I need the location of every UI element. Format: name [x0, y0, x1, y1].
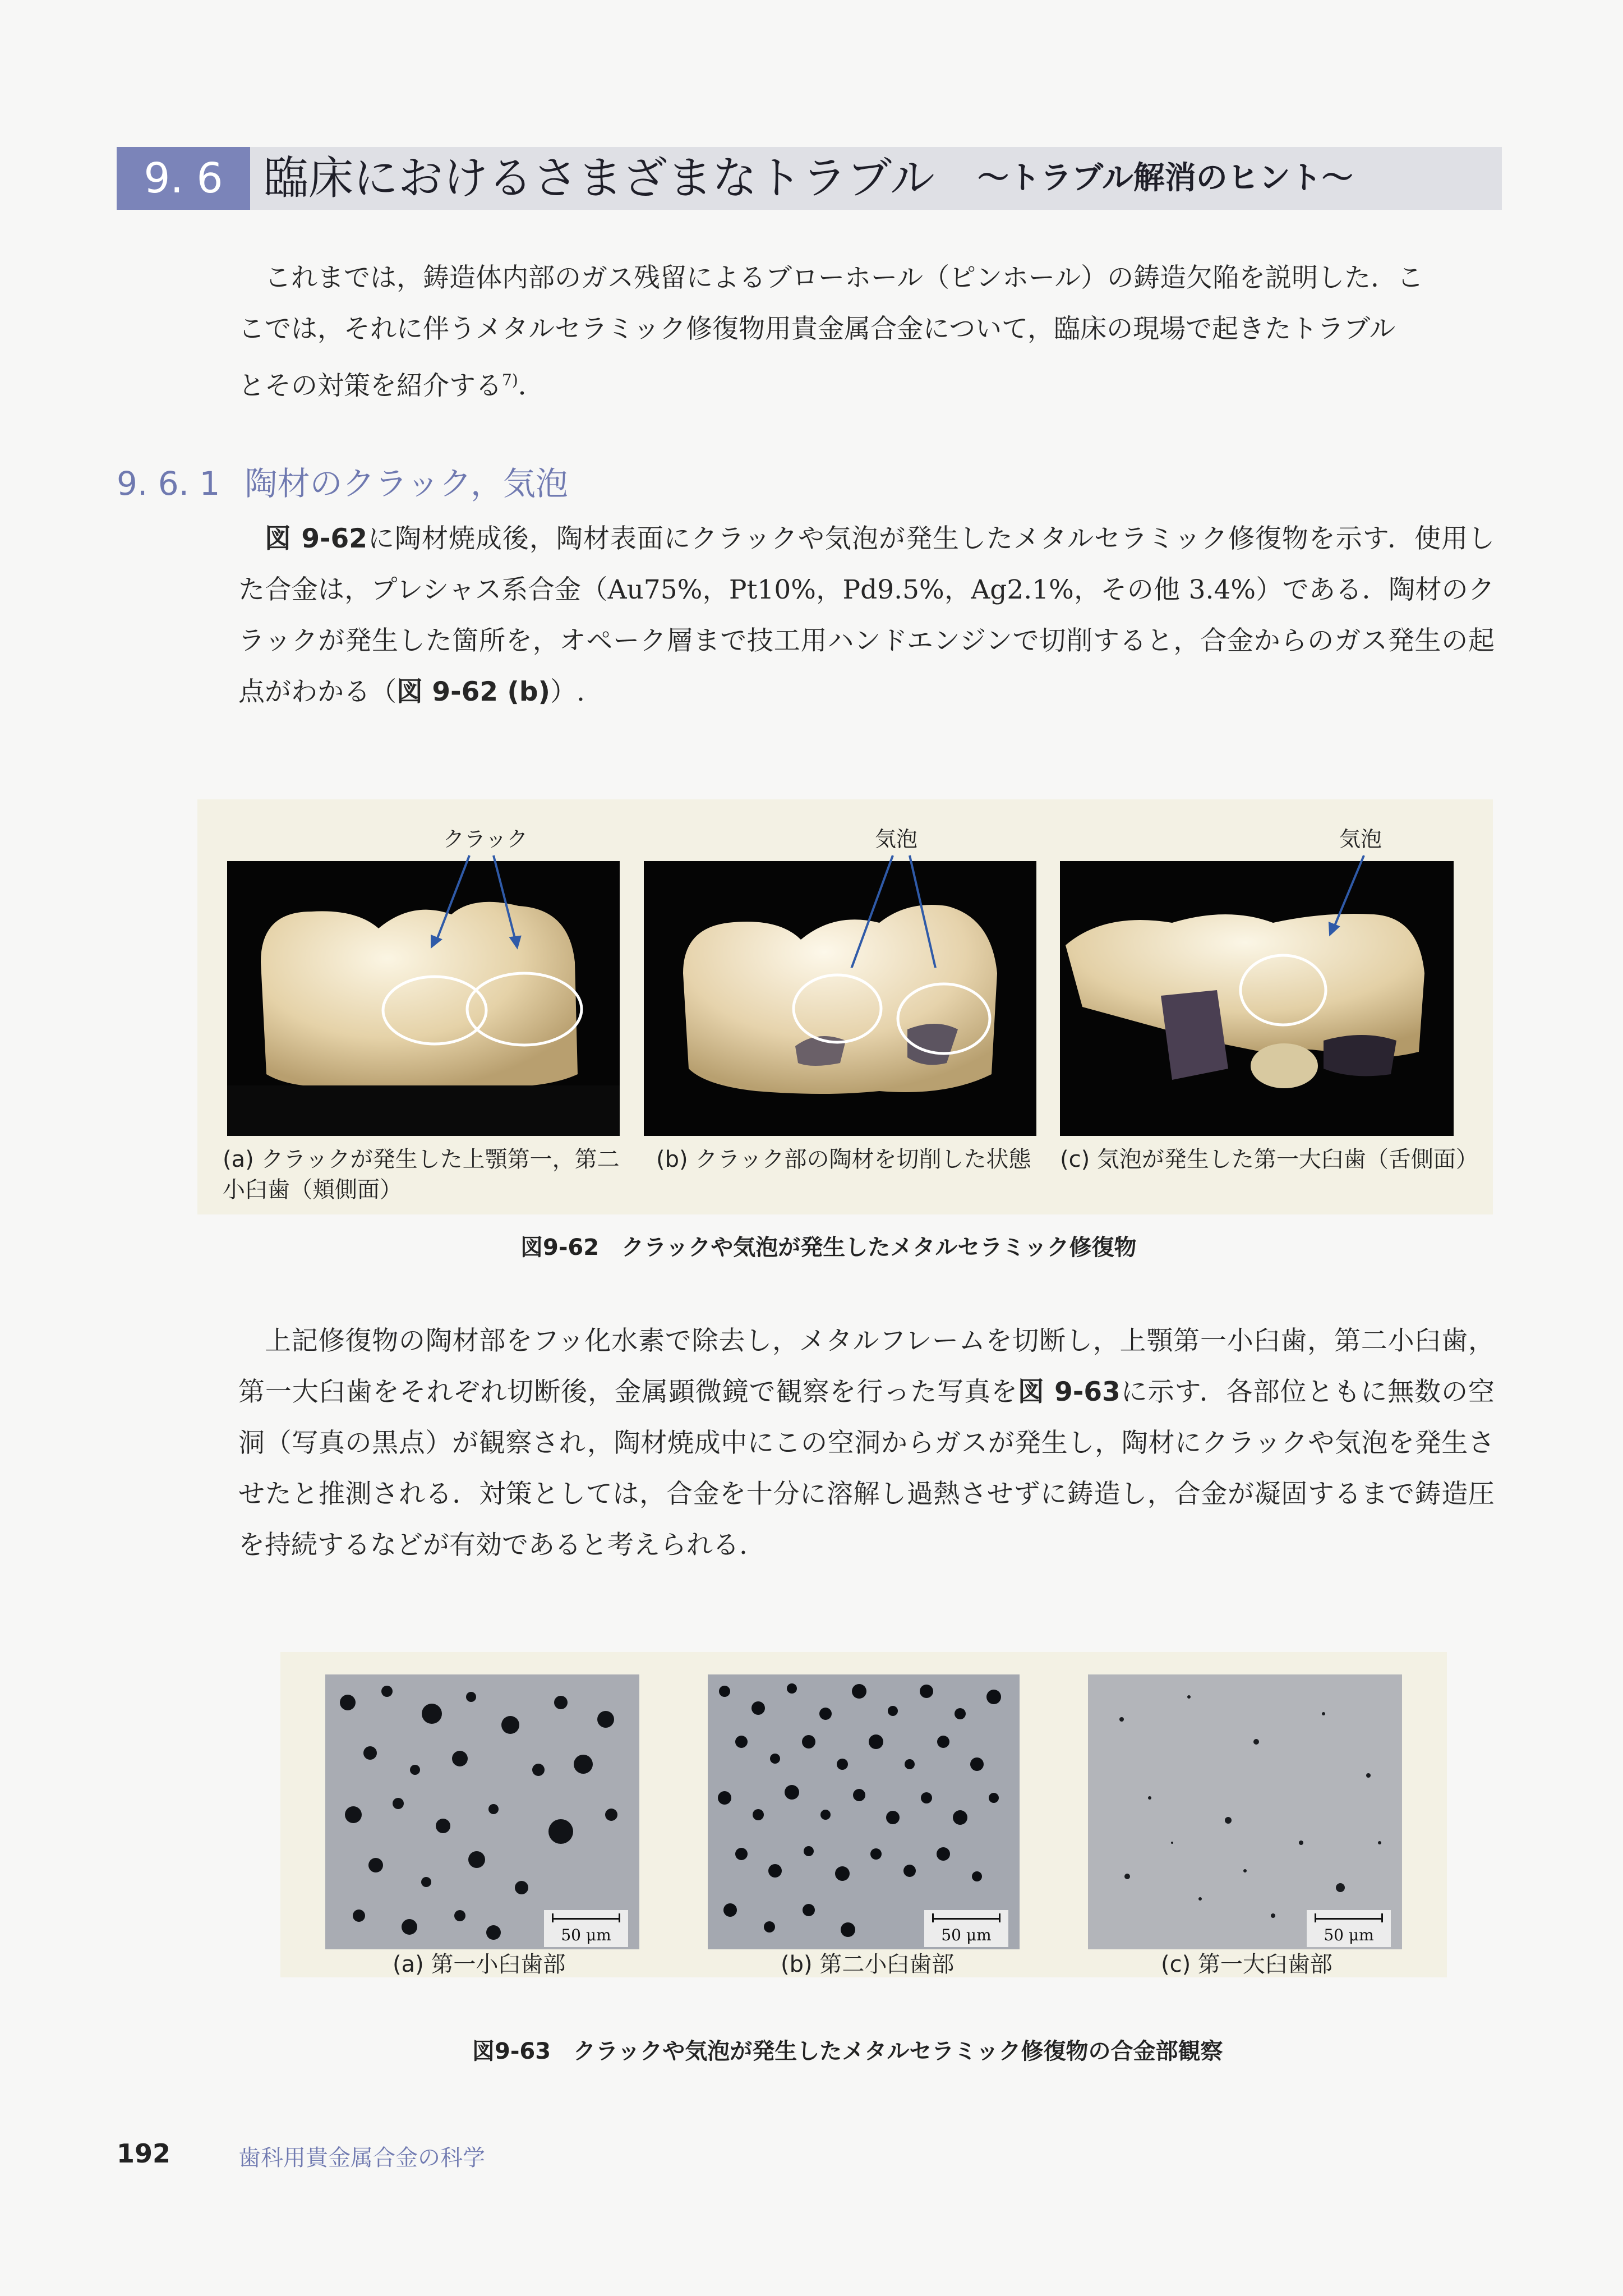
figure-62-caption-a: (a) クラックが発生した上顎第一，第二小臼歯（頬側面） — [223, 1147, 620, 1203]
micrograph-second-premolar — [708, 1674, 1020, 1949]
book-title: 歯科用貴金属合金の科学 — [238, 2145, 485, 2171]
figure-63-caption-b: (b) 第二小臼歯部 — [781, 1952, 955, 1977]
scale-bar: 50 μm — [1307, 1910, 1391, 1947]
paragraph-1-text: に陶材焼成後，陶材表面にクラックや気泡が発生したメタルセラミック修復物を示す．使用した合金は，プレシャス系合金（Au75%，Pt10%，Pd9.5%，Ag2.1%，その他 3.4%）である．陶材のクラックが発生した箇所を，オペーク層まで技工用ハンドエンジンで切削すると，合金からのガス発生の起点がわかる（ — [238, 523, 1495, 707]
paragraph-1 — [238, 513, 1495, 722]
scale-bar: 50 μm — [924, 1910, 1008, 1947]
intro-reference: 7) — [502, 371, 518, 389]
micrograph-first-premolar — [325, 1674, 639, 1949]
callout-crack: クラック — [443, 827, 528, 852]
scale-bar: 50 μm — [544, 1910, 628, 1947]
figure-63-caption-c: (c) 第一大臼歯部 — [1161, 1952, 1332, 1977]
intro-line-1: これまでは，鋳造体内部のガス残留によるブローホール（ピンホール）の鋳造欠陥を説明した．こ — [265, 263, 1424, 293]
intro-end: ． — [518, 370, 545, 402]
subsection-title: 陶材のクラック，気泡 — [245, 464, 568, 503]
intro-paragraph — [238, 252, 1495, 303]
figure-62-caption-c: (c) 気泡が発生した第一大臼歯（舌側面） — [1060, 1147, 1478, 1172]
intro-line-3: とその対策を紹介する — [238, 370, 502, 402]
callout-bubble-c: 気泡 — [1339, 827, 1382, 852]
figure-reference: 図 9-63 — [1017, 1377, 1121, 1407]
figure-reference: 図 9-62 — [265, 523, 367, 554]
section-subtitle: ～トラブル解消のヒント～ — [978, 160, 1353, 196]
paragraph-2-text: 上記修復物の陶材部をフッ化水素で除去し，メタルフレームを切断し，上顎第一小臼歯，第二小臼歯，第一大臼歯をそれぞれ切断後，金属顕微鏡で観察を行った写真を — [238, 1326, 1495, 1407]
micrograph-first-molar — [1088, 1674, 1402, 1949]
paragraph-2 — [238, 1315, 1495, 1579]
callout-lines — [197, 799, 1493, 968]
section-title: 臨床におけるさまざまなトラブル — [264, 152, 935, 204]
callout-bubble-b: 気泡 — [875, 827, 918, 852]
subsection-heading — [117, 457, 568, 504]
paragraph-1-end: ）. — [550, 677, 585, 707]
figure-9-63-caption: 図9-63 クラックや気泡が発生したメタルセラミック修復物の合金部観察 — [472, 2039, 1223, 2064]
subsection-number: 9. 6. 1 — [117, 464, 220, 503]
intro-line-2: こでは，それに伴うメタルセラミック修復物用貴金属合金について，臨床の現場で起きたトラブル — [238, 314, 1396, 344]
paragraph-2-text-end: に示す．各部位ともに無数の空洞（写真の黒点）が観察され，陶材焼成中にこの空洞からガスが発生し，陶材にクラックや気泡を発生させたと推測される．対策としては，合金を十分に溶解し過熱させずに鋳造し，合金が凝固するまで鋳造圧を持続するなどが有効であると考えられる. — [238, 1377, 1495, 1561]
figure-reference: 図 9-62 (b) — [396, 677, 550, 707]
section-number: 9. 6 — [117, 147, 250, 210]
figure-9-62-caption: 図9-62 クラックや気泡が発生したメタルセラミック修復物 — [520, 1235, 1137, 1260]
intro-paragraph-cont — [238, 303, 1495, 412]
page-number: 192 — [117, 2138, 171, 2169]
section-header — [117, 147, 1502, 210]
figure-63-caption-a: (a) 第一小臼歯部 — [393, 1952, 566, 1977]
figure-62-caption-b: (b) クラック部の陶材を切削した状態 — [656, 1147, 1031, 1172]
